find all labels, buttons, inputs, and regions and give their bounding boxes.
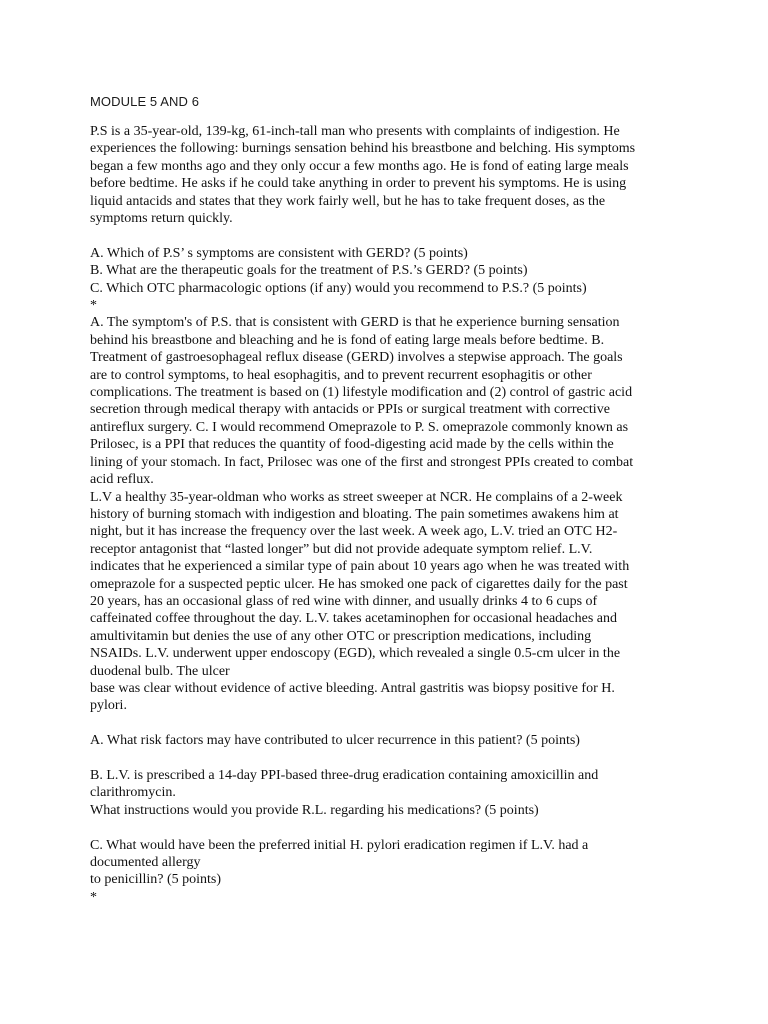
text-line: Treatment of gastroesophageal reflux disease (GERD) involves a stepwise approach. The goals [90, 350, 623, 366]
text-line: antireflux surgery. C. I would recommend Omeprazole to P. S. omeprazole commonly known as [90, 419, 629, 435]
blank-line [90, 227, 680, 244]
text-line: 20 years, has an occasional glass of red wine with dinner, and usually drinks 4 to 6 cups of [90, 593, 598, 609]
text-line: acid reflux. [90, 472, 154, 488]
text-line: P.S is a 35-year-old, 139-kg, 61-inch-tall man who presents with complaints of indigestion. He [90, 124, 620, 139]
text-line: C. What would have been the preferred initial H. pylori eradication regimen if L.V. had a [90, 837, 589, 853]
module-heading: MODULE 5 AND 6 [90, 94, 200, 109]
text-line: * [90, 298, 97, 314]
text-line: began a few months ago and they only occur a few months ago. He is fond of eating large meals [90, 158, 629, 174]
text-line: Prilosec, is a PPI that reduces the quantity of food-digesting acid made by the cells within the [90, 437, 614, 453]
text-line: omeprazole for a suspected peptic ulcer. He has smoked one pack of cigarettes daily for the past [90, 576, 628, 592]
text-line: A. Which of P.S’ s symptoms are consistent with GERD? (5 points) [90, 245, 468, 261]
text-line: What instructions would you provide R.L. regarding his medications? (5 points) [90, 802, 539, 818]
text-line: to penicillin? (5 points) [90, 872, 222, 888]
text-line: B. L.V. is prescribed a 14-day PPI-based three-drug eradication containing amoxicillin and [90, 767, 599, 783]
text-line: C. Which OTC pharmacologic options (if any) would you recommend to P.S.? (5 points) [90, 280, 587, 296]
text-line: A. What risk factors may have contributed to ulcer recurrence in this patient? (5 points) [90, 733, 580, 749]
text-line: symptoms return quickly. [90, 211, 233, 227]
text-line: liquid antacids and states that they work fairly well, but he has to take frequent doses, as the [90, 193, 606, 209]
blank-line [90, 819, 680, 836]
text-line: B. What are the therapeutic goals for the treatment of P.S.’s GERD? (5 points) [90, 263, 528, 279]
text-line: receptor antagonist that “lasted longer” but did not provide adequate symptom relief. L.V. [90, 541, 593, 557]
text-line: caffeinated coffee throughout the day. L.V. takes acetaminophen for occasional headaches and [90, 611, 617, 627]
text-line: clarithromycin. [90, 785, 176, 801]
text-line: experiences the following: burnings sensation behind his breastbone and belching. His symptoms [90, 141, 636, 157]
text-line: secretion through medical therapy with antacids or PPIs or surgical treatment with corrective [90, 402, 610, 418]
text-line: base was clear without evidence of active bleeding. Antral gastritis was biopsy positive for H. [90, 680, 615, 696]
text-line: are to control symptoms, to heal esophagitis, and to prevent recurrent esophagitis or other [90, 367, 592, 383]
text-line: duodenal bulb. The ulcer [90, 663, 230, 679]
text-line: behind his breastbone and bleaching and he is fond of eating large meals before bedtime. B. [90, 332, 605, 348]
text-line: A. The symptom's of P.S. that is consistent with GERD is that he experience burning sensation [90, 315, 620, 331]
text-line: amultivitamin but denies the use of any other OTC or prescription medications, including [90, 628, 592, 644]
text-line: * [90, 889, 97, 905]
text-line: pylori. [90, 698, 127, 714]
text-line: NSAIDs. L.V. underwent upper endoscopy (EGD), which revealed a single 0.5-cm ulcer in the [90, 646, 621, 662]
blank-line [90, 750, 680, 767]
text-line: night, but it has increase the frequency over the last week. A week ago, L.V. tried an OTC H2- [90, 524, 618, 540]
text-line: indicates that he experienced a similar type of pain about 10 years ago when he was treated with [90, 559, 630, 575]
document-body [90, 123, 680, 906]
text-line: complications. The treatment is based on (1) lifestyle modification and (2) control of gastric acid [90, 385, 633, 401]
text-line: before bedtime. He asks if he could take anything in order to prevent his symptoms. He is using [90, 176, 627, 192]
text-line: documented allergy [90, 855, 201, 870]
text-line: lining of your stomach. In fact, Prilosec was one of the first and strongest PPIs created to combat [90, 454, 634, 470]
blank-line [90, 715, 680, 732]
text-line: history of burning stomach with indigestion and bloating. The pain sometimes awakens him at [90, 506, 619, 522]
text-line: L.V a healthy 35-year-oldman who works as street sweeper at NCR. He complains of a 2-week [90, 489, 623, 505]
